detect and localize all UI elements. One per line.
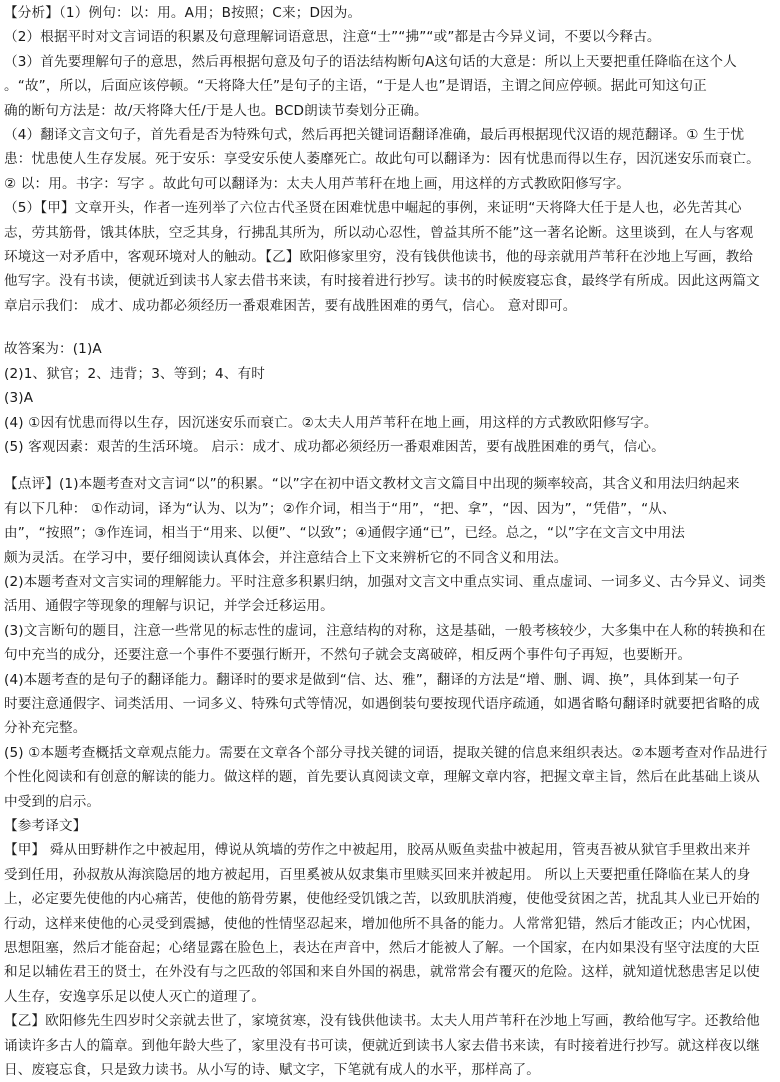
translation-line: 【乙】欧阳修先生四岁时父亲就去世了，家境贫寒，没有钱供他读书。太夫人用芦苇秆在沙地上写画，教给他写字。还教给他 <box>4 1013 760 1030</box>
analysis-line: （4）翻译文言文句子，首先看是否为特殊句式，然后再把关键词语翻译准确，最后再根据现代汉语的规范翻译。① 生于忧 <box>4 127 745 144</box>
translation-line: 人生存，安逸享乐足以使人灭亡的道理了。 <box>4 988 266 1005</box>
comment-line: (4)本题考查的是句子的翻译能力。翻译时的要求是做到“信、达、雅”，翻译的方法是“增、删、调、换”，具体到某一句子 <box>4 671 740 688</box>
analysis-line: ② 以：用。书字：写字 。故此句可以翻译为：太夫人用芦苇秆在地上画，用这样的方式教欧阳修写字。 <box>4 175 631 192</box>
comment-line: (2)本题考查对文言实词的理解能力。平时注意多积累归纳，加强对文言文中重点实词、重点虚词、一词多义、古今异义、词类 <box>4 573 766 590</box>
analysis-line: 环境这一对矛盾中，客观环境对人的触动。【乙】欧阳修家里穷，没有钱供他读书，他的母亲就用芦苇秆在沙地上写画，教给 <box>4 249 754 266</box>
analysis-line: （3）首先要理解句子的意思，然后再根据句意及句子的语法结构断句A这句话的大意是：所以上天要把重任降临在这个人 <box>4 53 737 70</box>
analysis-line: 。“故”，所以，后面应该停顿。“天将降大任”是句子的主语，“于是人也”是谓语，主谓之间应停顿。据此可知这句正 <box>4 78 707 95</box>
comment-line: 个性化阅读和有创意的解读的能力。做这样的题，首先要认真阅读文章，理解文章内容，把握文章主旨，然后在此基础上谈从 <box>4 769 760 786</box>
translation-line: 和足以辅佐君王的贤士，在外没有与之匹敌的邻国和来自外国的祸患，就常常会有覆灭的危险。这样，就知道忧愁患害足以使 <box>4 964 760 981</box>
comment-line: (3)文言断句的题目，注意一些常见的标志性的虚词，注意结构的对称，这是基础，一般考核较少，大多集中在人称的转换和在 <box>4 622 766 639</box>
translation-line: 受到任用，孙叔敖从海滨隐居的地方被起用，百里奚被从奴隶集市里赎买回来并被起用。 所以上天要把重任降临在某人的身 <box>4 866 751 883</box>
analysis-line: （5）【甲】文章开头，作者一连列举了六位古代圣贤在困难忧患中崛起的事例，来证明“天将降大任于是人也，必先苦其心 <box>4 200 742 217</box>
comment-line: 分补充完整。 <box>4 720 87 737</box>
comment-line: 有以下几种： ①作动词，译为“认为、以为”；②作介词，相当于“用”，“把、拿”，“因、因为”，“凭借”，“从、 <box>4 500 676 517</box>
analysis-line: 他写字。没有书读，便就近到读书人家去借书来读，有时接着进行抄写。读书的时候废寝忘食，最终学有所成。因此这两篇文 <box>4 273 760 290</box>
translation-line: 思想阻塞，然后才能奋起；心绪显露在脸色上，表达在声音中，然后才能被人了解。一个国家，在内如果没有坚守法度的大臣 <box>4 940 760 957</box>
comment-line: 活用、通假字等现象的理解与识记，并学会迁移运用。 <box>4 598 334 615</box>
answer-section <box>4 337 776 459</box>
comment-line: 颇为灵活。在学习中，要仔细阅读认真体会，并注意结合上下文来辨析它的不同含义和用法。 <box>4 549 568 566</box>
answer-line: (3)A <box>4 390 34 407</box>
comment-line: 中受到的启示。 <box>4 793 101 810</box>
translation-line: 【参考译文】 <box>4 818 87 834</box>
answer-line: (4) ①因有忧患而得以生存，因沉迷安乐而衰亡。②太夫人用芦苇秆在地上画，用这样的方式教欧阳修写字。 <box>4 414 658 431</box>
translation-line: 诵读许多古人的篇章。到他年龄大些了，家里没有书可读，便就近到读书人家去借书来读，有时接着进行抄写。就这样夜以继 <box>4 1037 760 1054</box>
answer-line: (5) 客观因素：艰苦的生活环境。 启示：成才、成功都必须经历一番艰难困苦，要有战胜困难的勇气，信心。 <box>4 438 665 455</box>
analysis-line: （2）根据平时对文言词语的积累及句意理解词语意思，注意“士”“拂”“或”都是古今异义词，不要以今释古。 <box>4 29 661 46</box>
translation-line: 日、废寝忘食，只是致力读书。从小写的诗、赋文字，下笔就有成人的水平，那样高了。 <box>4 1062 541 1079</box>
analysis-line: 【分析】（1）例句：以：用。A用；B按照；C来；D因为。 <box>4 5 362 21</box>
analysis-line: 患：忧患使人生存发展。死于安乐：享受安乐使人萎靡死亡。故此句可以翻译为：因有忧患而得以生存，因沉迷安乐而衰亡。 <box>4 151 760 168</box>
translation-line: 上，必定要先使他的内心痛苦，使他的筋骨劳累，使他经受饥饿之苦，以致肌肤消瘦，使他受贫困之苦，扰乱其人业已开始的 <box>4 891 760 908</box>
comment-line: 由”，“按照”；③作连词，相当于“用来、以便”、“以致”；④通假字通“已”，已经。总之，“以”字在文言文中用法 <box>4 525 686 542</box>
analysis-line: 志，劳其筋骨，饿其体肤，空乏其身，行拂乱其所为，所以动心忍性，曾益其所不能”这一著名论断。这里谈到，在人与客观 <box>4 224 754 241</box>
analysis-section <box>4 0 776 318</box>
analysis-line: 章启示我们： 成才、成功都必须经历一番艰难困苦，要有战胜困难的勇气，信心。 意对即可。 <box>4 297 577 314</box>
comment-section <box>4 472 776 814</box>
translation-line: 【甲】 舜从田野耕作之中被起用，傅说从筑墙的劳作之中被起用，胶鬲从贩鱼卖盐中被起用，管夷吾被从狱官手里救出来并 <box>4 842 751 859</box>
analysis-line: 确的断句方法是：故/天将降大任/于是人也。BCD朗读节奏划分正确。 <box>4 102 428 119</box>
comment-line: (5) ①本题考查概括文章观点能力。需要在文章各个部分寻找关键的词语，提取关键的信息来组织表达。②本题考查对作品进行 <box>4 744 768 761</box>
translation-line: 行动，这样来使他的心灵受到震撼，使他的性情坚忍起来，增加他所不具备的能力。人常常犯错，然后才能改正；内心忧困， <box>4 915 760 932</box>
comment-line: 【点评】(1)本题考查对文言词“以”的积累。“以”字在初中语文教材文言文篇目中出现的频率较高，其含义和用法归纳起来 <box>4 476 740 493</box>
comment-line: 句中充当的成分，还要注意一个事件不要强行断开，不然句子就会支离破碎，相反两个事件句子再短，也要断开。 <box>4 647 692 664</box>
comment-line: 时要注意通假字、词类活用、一词多义、特殊句式等情况，如遇倒装句要按现代语序疏通，如遇省略句翻译时就要把省略的成 <box>4 695 760 712</box>
answer-line: (2)1、狱官；2、违背；3、等到；4、有时 <box>4 365 266 382</box>
translation-section <box>4 814 776 1082</box>
answer-line: 故答案为：(1)A <box>4 341 102 358</box>
